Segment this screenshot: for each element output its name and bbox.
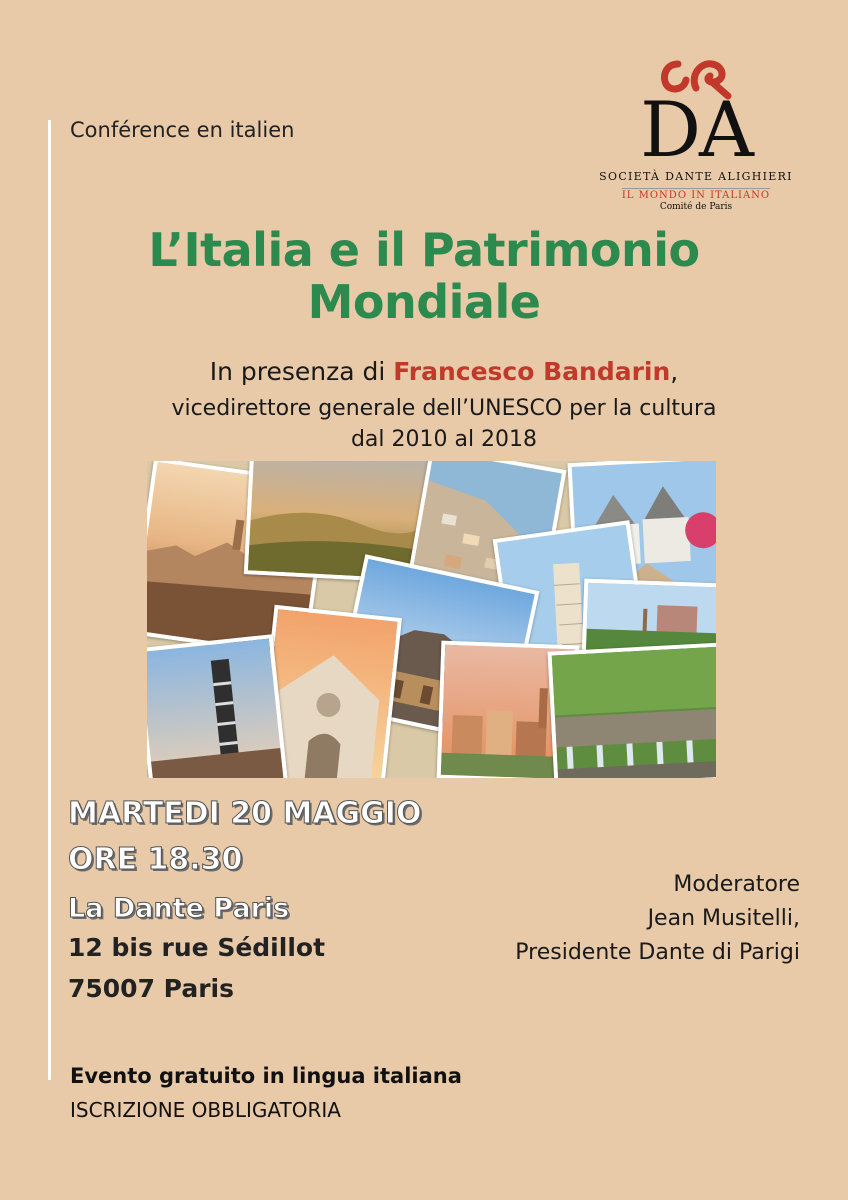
conference-language: Conférence en italien [70,118,295,142]
logo-society-name: SOCIETÀ DANTE ALIGHIERI [599,170,793,183]
event-street: 12 bis rue Sédillot [68,933,326,962]
logo-committee: Comité de Paris [659,202,733,212]
speaker-suffix: , [670,357,679,386]
photo-siena [147,634,289,778]
free-event-note: Evento gratuito in lingua italiana [70,1064,462,1088]
registration-required: ISCRIZIONE OBBLIGATORIA [70,1098,341,1122]
event-city: 75007 Paris [68,974,234,1003]
logo-tagline: IL MONDO IN ITALIANO [621,190,771,201]
speaker-role: vicedirettore generale dell’UNESCO per la cultura [171,396,717,421]
event-date: MARTEDI 20 MAGGIO [68,796,422,831]
photo-villa-deste [548,642,716,778]
logo-monogram-text: DA [640,85,752,174]
dante-logo [598,56,794,212]
title-line-2: Mondiale [307,275,541,329]
heritage-photo-collage [147,461,716,778]
speaker-line [40,357,848,386]
speaker-name: Francesco Bandarin [393,357,671,386]
title-line-1: L’Italia e il Patrimonio [148,223,700,277]
moderator-label: Moderatore [673,872,800,897]
speaker-period: dal 2010 al 2018 [350,427,538,452]
event-venue: La Dante Paris [68,893,290,924]
event-time: ORE 18.30 [68,842,243,877]
moderator-role: Presidente Dante di Parigi [515,940,800,965]
speaker-prefix: In presenza di [209,357,394,386]
conference-title [40,224,808,328]
moderator-name: Jean Musitelli, [647,906,800,931]
